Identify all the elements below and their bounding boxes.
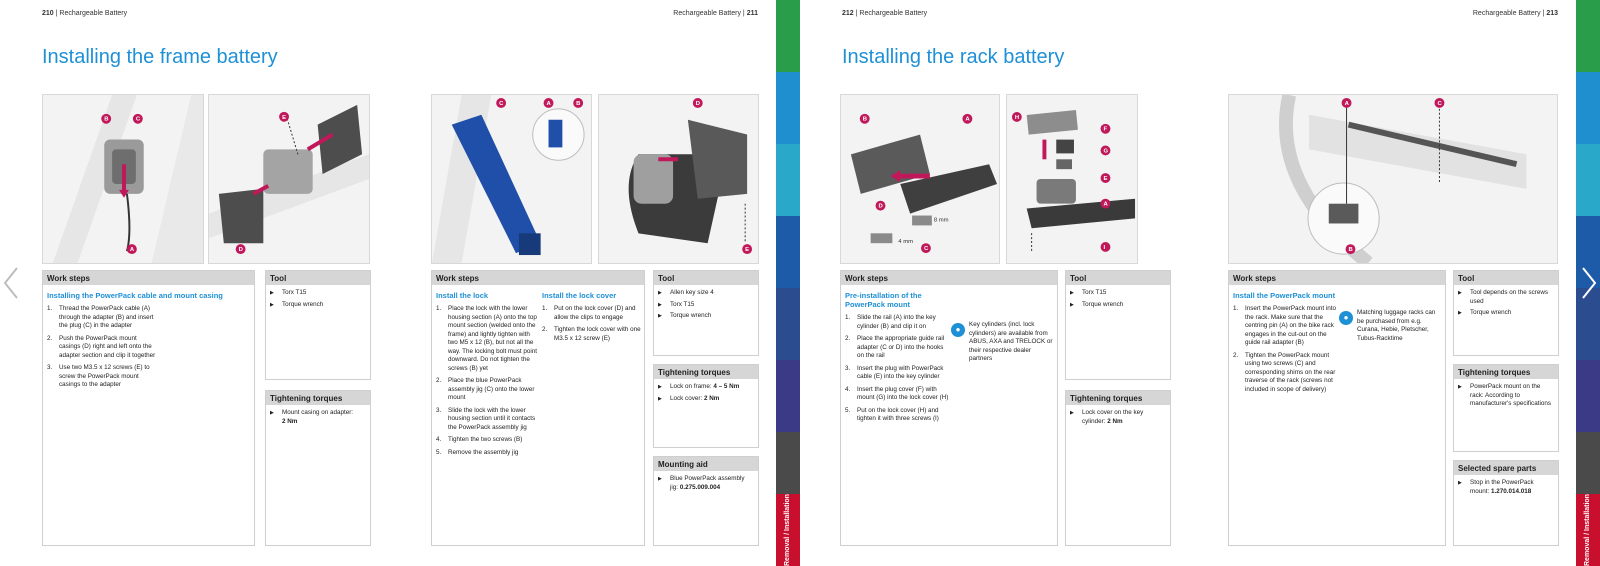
svg-text:C: C	[135, 116, 141, 123]
tool-item: ▶ Torque wrench	[658, 312, 754, 321]
svg-text:A: A	[1103, 201, 1108, 208]
svg-text:E: E	[1103, 175, 1108, 182]
tool-box	[265, 270, 371, 380]
figure-rack-mount	[1228, 94, 1558, 264]
svg-text:F: F	[1103, 126, 1108, 133]
tip-note: Key cylinders (incl. lock cylinders) are available from ABUS, AXA and TRELOCK or their respective dealer partners	[969, 321, 1053, 362]
svg-text:C: C	[499, 100, 504, 107]
step-item: 4. Tighten the two screws (B)	[436, 436, 523, 443]
running-header: 210 | Rechargeable Battery	[42, 10, 128, 17]
torque-item: ▶ Lock cover: 2 Nm	[658, 395, 754, 404]
figure-frame-casing	[208, 94, 370, 264]
svg-text:I: I	[1103, 244, 1106, 251]
page-title: Installing the frame battery	[42, 46, 278, 68]
box-header: Tightening torques	[266, 391, 370, 405]
spare-parts-box	[1453, 460, 1559, 546]
section-name: Rechargeable Battery	[1472, 10, 1541, 17]
step-item: 2. Tighten the lock cover with one M3.5 x 12 screw (E)	[542, 326, 641, 342]
svg-text:E: E	[282, 114, 287, 121]
step-item: 1. Put on the lock cover (D) and allow the clips to engage	[542, 305, 636, 321]
torque-item: ▶ Lock on frame: 4 – 5 Nm	[658, 383, 754, 392]
running-header: 212 | Rechargeable Battery	[842, 10, 928, 17]
step-item: 3. Use two M3.5 x 12 screws (E) to screw the PowerPack mount casings to the adapter	[47, 364, 150, 388]
section-subtitle: Pre-installation of the PowerPack mount	[845, 291, 922, 309]
page-213	[1188, 0, 1576, 566]
work-steps-box	[840, 270, 1058, 546]
svg-text:D: D	[695, 100, 701, 107]
section-subtitle: Install the lock cover	[542, 291, 617, 300]
tool-item: ▶ Torque wrench	[270, 301, 366, 310]
page-210	[0, 0, 388, 566]
step-item: 1. Place the lock with the lower housing section (A) onto the top mount section (welded onto the frame) and lightly tighten with two M5 x 12 (B), but not all the way. The locking bolt must point downward. Do not tighten the screws (B) yet	[436, 305, 538, 372]
box-header: Tightening torques	[1066, 391, 1170, 405]
box-header: Tool	[654, 271, 758, 285]
tool-item: ▶ Torx T15	[658, 301, 754, 310]
aid-item: ▶ Blue PowerPack assembly jig: 0.275.009.004	[658, 475, 754, 492]
tip-note: Matching luggage racks can be purchased from e.g. Curana, Hebie, Pletscher, Tubus-Racktime	[1357, 309, 1436, 342]
svg-text:E: E	[745, 247, 750, 254]
work-steps-box	[42, 270, 255, 546]
page-number: 210	[42, 10, 54, 17]
work-steps-box	[431, 270, 645, 546]
box-header: Work steps	[1229, 271, 1445, 285]
torque-item: ▶ Lock cover on the key cylinder: 2 Nm	[1070, 409, 1166, 426]
box-header: Tightening torques	[1454, 365, 1558, 379]
tool-item: ▶ Torx T15	[270, 289, 366, 298]
box-header: Selected spare parts	[1454, 461, 1558, 475]
step-item: 2. Place the blue PowerPack assembly jig (C) onto the lower mount	[436, 377, 535, 401]
box-header: Work steps	[43, 271, 254, 285]
running-header: Rechargeable Battery | 211	[673, 10, 758, 17]
step-item: 1. Thread the PowerPack cable (A) through the adapter (B) and insert the plug (C) in the adapter	[47, 305, 154, 329]
tool-item: ▶ Torque wrench	[1458, 309, 1554, 318]
svg-text:A: A	[546, 100, 551, 107]
box-header: Tool	[266, 271, 370, 285]
step-item: 1. Insert the PowerPack mount into the rack. Make sure that the centring pin (A) on the bike rack engages in the cut-out on the guide rail adapter (B)	[1233, 305, 1337, 346]
svg-text:B: B	[104, 116, 109, 123]
section-name: Rechargeable Battery	[859, 10, 928, 17]
section-name: Rechargeable Battery	[59, 10, 128, 17]
svg-text:B: B	[576, 100, 581, 107]
tool-item: ▶ Torx T15	[1070, 289, 1166, 298]
svg-text:D: D	[238, 247, 243, 254]
tool-box	[653, 270, 759, 356]
section-subtitle: Install the lock	[436, 291, 489, 300]
page-number: 213	[1546, 10, 1558, 17]
torque-box	[1453, 364, 1559, 452]
torque-box	[1065, 390, 1171, 546]
section-subtitle: Install the PowerPack mount	[1233, 291, 1336, 300]
lightbulb-icon: ●	[951, 323, 965, 337]
torque-item: ▶ Mount casing on adapter: 2 Nm	[270, 409, 366, 426]
box-header: Work steps	[432, 271, 644, 285]
tool-item: ▶ Tool depends on the screws used	[1458, 289, 1554, 306]
running-header: Rechargeable Battery | 213	[1472, 10, 1558, 17]
torque-box	[653, 364, 759, 448]
page-number: 211	[746, 10, 758, 17]
tool-box	[1453, 270, 1559, 356]
figure-rack-preinstall	[840, 94, 1000, 264]
svg-text:A: A	[965, 116, 970, 123]
section-tab-strip	[776, 0, 800, 566]
svg-text:B: B	[862, 116, 867, 123]
box-header: Mounting aid	[654, 457, 758, 471]
svg-text:A: A	[1344, 100, 1349, 107]
box-header: Work steps	[841, 271, 1057, 285]
box-header: Tool	[1454, 271, 1558, 285]
page-211	[388, 0, 776, 566]
side-tab-label: Removal / Installation	[1576, 494, 1600, 566]
tool-box	[1065, 270, 1171, 380]
step-item: 3. Insert the plug with PowerPack cable (E) into the key cylinder	[845, 364, 944, 380]
section-name: Rechargeable Battery	[673, 10, 741, 17]
figure-lock-install	[431, 94, 592, 264]
page-title: Installing the rack battery	[842, 46, 1065, 68]
svg-text:4 mm: 4 mm	[898, 239, 914, 246]
svg-text:G: G	[1103, 148, 1109, 155]
step-item: 5. Put on the lock cover (H) and tighten it with three screws (I)	[845, 406, 939, 422]
work-steps-box	[1228, 270, 1446, 546]
step-item: 3. Slide the lock with the lower housing section until it contacts the PowerPack assembly jig	[436, 406, 536, 431]
box-header: Tightening torques	[654, 365, 758, 379]
figure-rack-lock-cover	[1006, 94, 1138, 264]
svg-text:8 mm: 8 mm	[933, 217, 949, 224]
step-item: 4. Insert the plug cover (F) with mount (G) into the lock cover (H)	[845, 385, 949, 401]
page-212	[800, 0, 1188, 566]
tool-item: ▶ Allen key size 4	[658, 289, 754, 298]
lightbulb-icon: ●	[1339, 311, 1353, 325]
step-item: 2. Tighten the PowerPack mount using two screws (C) and corresponding shims on the rear traverse of the rack (screws not included in scope of delivery)	[1233, 351, 1336, 393]
figure-frame-cable	[42, 94, 204, 264]
chevron-right-icon[interactable]	[1580, 266, 1598, 300]
step-item: 2. Place the appropriate guide rail adapter (C or D) into the hooks on the rail	[845, 335, 945, 359]
svg-text:A: A	[129, 247, 135, 254]
svg-text:H: H	[1014, 114, 1020, 121]
mounting-aid-box	[653, 456, 759, 546]
step-item: 5. Remove the assembly jig	[436, 448, 519, 456]
section-subtitle: Installing the PowerPack cable and mount casing	[47, 291, 223, 300]
chevron-left-icon[interactable]	[2, 266, 20, 300]
box-header: Tool	[1066, 271, 1170, 285]
side-tab-label: Removal / Installation	[776, 494, 800, 566]
svg-text:D: D	[878, 203, 883, 210]
tool-item: ▶ Torque wrench	[1070, 301, 1166, 310]
spare-item: ▶ Stop in the PowerPack mount: 1.270.014.018	[1458, 479, 1554, 496]
svg-text:C: C	[1437, 100, 1442, 107]
step-item: 1. Slide the rail (A) into the key cylinder (B) and clip it on	[845, 314, 936, 330]
step-item: 2. Push the PowerPack mount casings (D) right and left onto the adapter section and clip it together	[47, 334, 156, 359]
svg-text:C: C	[923, 246, 929, 253]
page-number: 212	[842, 10, 854, 17]
figure-lock-cover	[598, 94, 759, 264]
torque-item: ▶ PowerPack mount on the rack: According to manufacturer's specifications	[1458, 383, 1554, 409]
svg-text:B: B	[1348, 247, 1353, 254]
torque-box	[265, 390, 371, 546]
